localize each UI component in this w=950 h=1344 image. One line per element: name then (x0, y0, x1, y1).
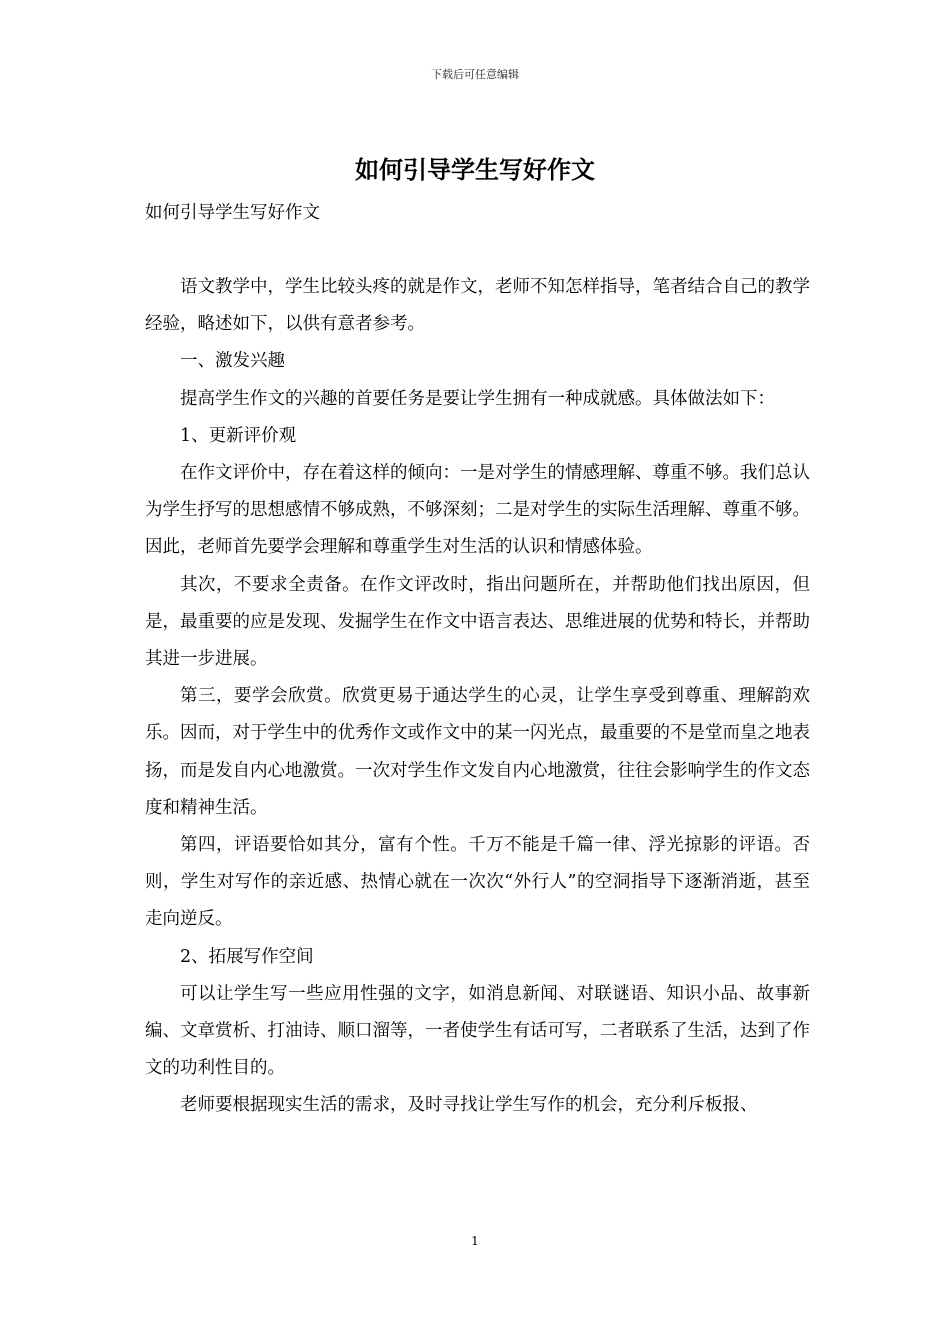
document-body (145, 269, 810, 1125)
paragraph: 第四，评语要恰如其分，富有个性。千万不能是千篇一律、浮光掠影的评语。否则，学生对写作的亲近感、热情心就在一次次“外行人”的空洞指导下逐渐消逝，甚至走向逆反。 (145, 835, 810, 930)
paragraph: 可以让学生写一些应用性强的文字，如消息新闻、对联谜语、知识小品、故事新编、文章赏析、打油诗、顺口溜等，一者使学生有话可写，二者联系了生活，达到了作文的功利性目的。 (145, 983, 810, 1079)
subsection-heading-1: 1、更新评价观 (180, 425, 297, 446)
paragraph: 其次，不要求全责备。在作文评改时，指出问题所在，并帮助他们找出原因，但是，最重要的应是发现、发掘学生在作文中语言表达、思维进展的优势和特长，并帮助其进一步进展。 (145, 574, 810, 670)
paragraph: 老师要根据现实生活的需求，及时寻找让学生写作的机会，充分利斥板报、 (180, 1095, 758, 1116)
paragraph-intro: 语文教学中，学生比较头疼的就是作文，老师不知怎样指导，笔者结合自己的教学经验，略述如下，以供有意者参考。 (145, 277, 810, 335)
paragraph: 第三，要学会欣赏。欣赏更易于通达学生的心灵，让学生享受到尊重、理解韵欢乐。因而，对于学生中的优秀作文或作文中的某一闪光点，最重要的不是堂而皇之地表扬，而是发自内心地激赏。一次对学生作文发自内心地激赏，往往会影响学生的作文态度和精神生活。 (145, 686, 810, 818)
paragraph: 提高学生作文的兴趣的首要任务是要让学生拥有一种成就感。具体做法如下： (180, 388, 775, 409)
paragraph: 在作文评价中，存在着这样的倾向：一是对学生的情感理解、尊重不够。我们总认为学生抒写的思想感情不够成熟，不够深刻；二是对学生的实际生活理解、尊重不够。因此，老师首先要学会理解和尊重学生对生活的认识和情感体验。 (145, 463, 810, 558)
page-number: 1 (471, 1234, 479, 1248)
document-subtitle: 如何引导学生写好作文 (145, 203, 320, 223)
document-title: 如何引导学生写好作文 (355, 155, 595, 184)
section-heading-1: 一、激发兴趣 (180, 351, 285, 372)
subsection-heading-2: 2、拓展写作空间 (180, 946, 314, 967)
page-header: 下载后可任意编辑 (431, 68, 519, 81)
